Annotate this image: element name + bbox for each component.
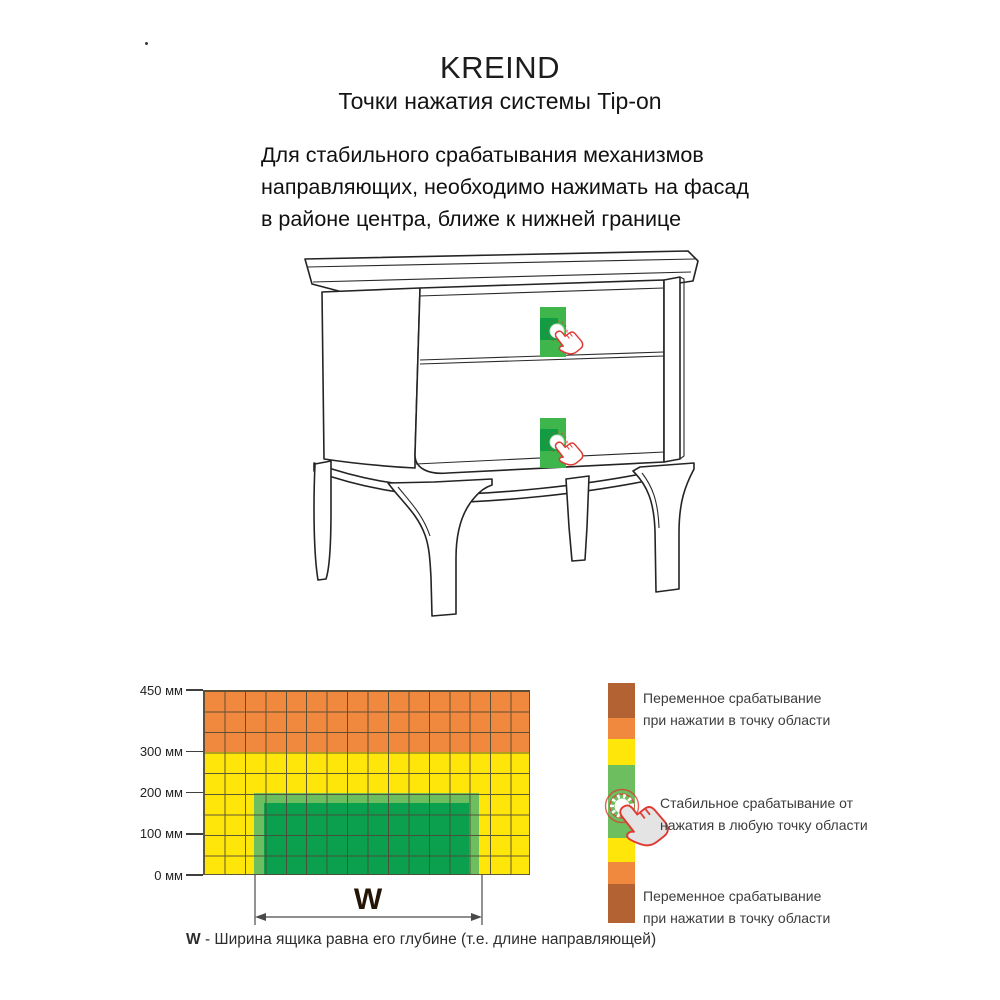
grid-lines bbox=[203, 690, 530, 875]
stray-mark bbox=[145, 42, 148, 45]
cabinet-front bbox=[415, 280, 664, 473]
press-zone-grid bbox=[203, 690, 530, 875]
tick-line bbox=[186, 833, 203, 834]
page-title: Точки нажатия системы Tip-on bbox=[338, 88, 662, 114]
width-label: W bbox=[353, 883, 383, 916]
tick-line bbox=[186, 751, 203, 752]
axis-label: 0 мм bbox=[154, 867, 183, 883]
description-line-1: Для стабильного срабатывания механизмов bbox=[261, 143, 704, 167]
leg-front-right bbox=[633, 463, 694, 592]
arrow-right bbox=[471, 913, 482, 921]
nightstand-illustration bbox=[270, 240, 730, 640]
leg-back-right bbox=[566, 476, 589, 561]
tick-line bbox=[186, 792, 203, 793]
caption-symbol: W bbox=[186, 931, 201, 948]
axis-label: 200 мм bbox=[139, 785, 183, 801]
legend-segment-orange bbox=[608, 862, 635, 884]
axis-label: 300 мм bbox=[139, 744, 183, 760]
legend-segment-brown bbox=[608, 683, 635, 718]
tick-line bbox=[186, 874, 203, 875]
arrow-left bbox=[255, 913, 266, 921]
axis-row-0 bbox=[131, 867, 203, 883]
axis-label: 100 мм bbox=[139, 826, 183, 842]
legend-item-variable-bottom: Переменное срабатывание при нажатии в точку области bbox=[643, 888, 831, 926]
right-stile bbox=[664, 277, 680, 462]
tick-line bbox=[186, 689, 203, 690]
axis-label: 450 мм bbox=[139, 682, 183, 698]
caption-text: - Ширина ящика равна его глубине (т.е. длине направляющей) bbox=[200, 931, 657, 948]
legend-item-variable-top: Переменное срабатывание при нажатии в точку области bbox=[643, 690, 831, 728]
legend-item-stable: Стабильное срабатывание от нажатия в любую точку области bbox=[660, 795, 868, 833]
legend-segment-orange bbox=[608, 718, 635, 739]
axis-row-300 bbox=[131, 744, 203, 760]
description bbox=[261, 139, 749, 235]
caption bbox=[186, 931, 656, 949]
cabinet-side bbox=[322, 288, 420, 468]
axis-row-450 bbox=[131, 682, 203, 698]
description-line-3: в районе центра, ближе к нижней границе bbox=[261, 207, 682, 231]
brand-title: KREIND bbox=[439, 50, 561, 85]
legend-segment-brown bbox=[608, 884, 635, 923]
description-line-2: направляющих, необходимо нажимать на фасад bbox=[261, 175, 749, 199]
axis-row-200 bbox=[131, 785, 203, 801]
leg-back-left bbox=[314, 461, 331, 580]
legend-segment-yellow bbox=[608, 739, 635, 765]
axis-row-100 bbox=[131, 826, 203, 842]
